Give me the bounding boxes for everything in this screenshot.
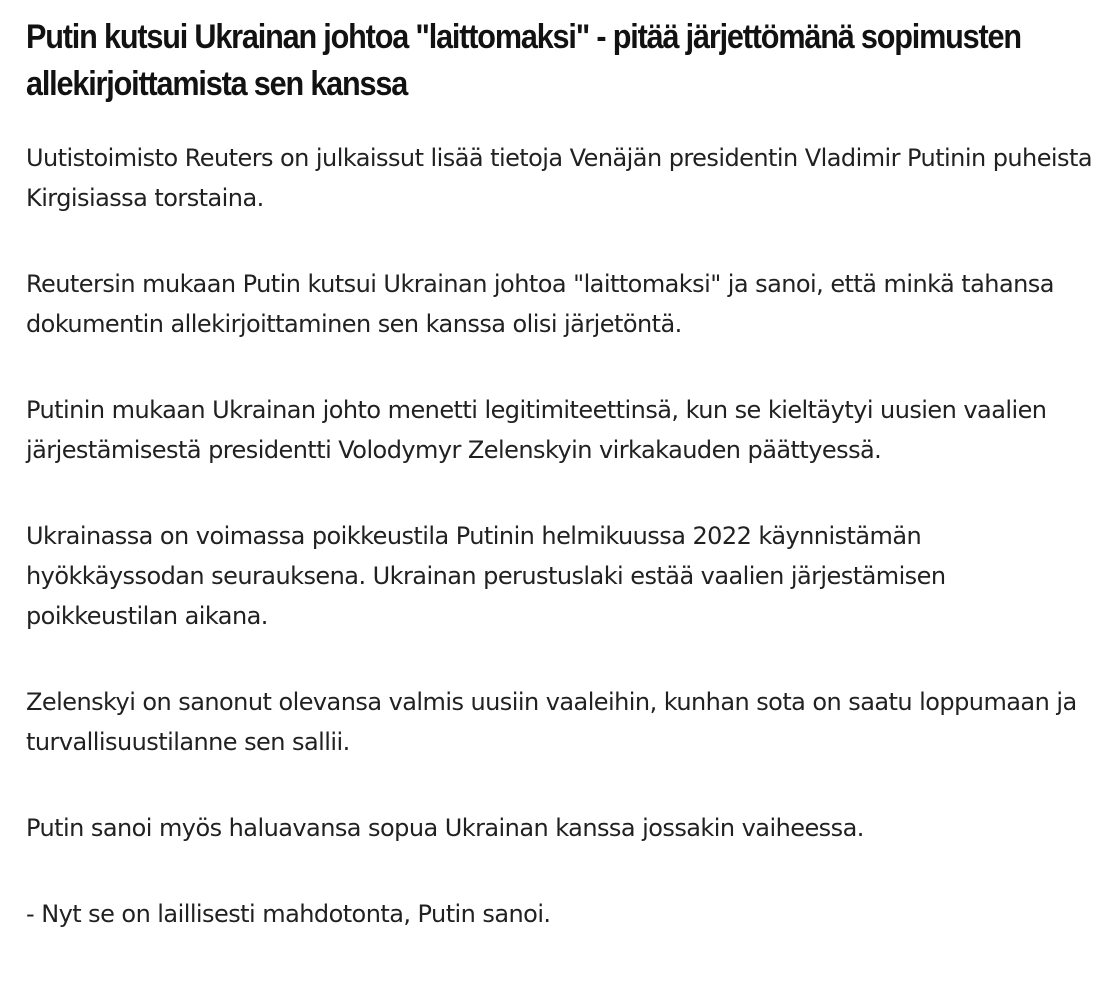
article-paragraph: Reutersin mukaan Putin kutsui Ukrainan johtoa "laittomaksi" ja sanoi, että minkä tahansa dokumentin allekirjoittaminen sen kanssa olisi järjetöntä.: [26, 270, 1054, 338]
article-header: [26, 14, 1091, 108]
article-paragraph: - Nyt se on laillisesti mahdotonta, Putin sanoi.: [26, 900, 551, 928]
article-paragraph: Putin sanoi myös haluavansa sopua Ukrainan kanssa jossakin vaiheessa.: [26, 814, 864, 842]
article-paragraph: Ukrainassa on voimassa poikkeustila Putinin helmikuussa 2022 käynnistämän hyökkäyssodan seurauksena. Ukrainan perustuslaki estää vaalien järjestämisen poikkeustilan aikana.: [26, 522, 946, 630]
article-paragraph: Uutistoimisto Reuters on julkaissut lisää tietoja Venäjän presidentin Vladimir Putinin puheista Kirgisiassa torstaina.: [26, 144, 1093, 212]
article-body: [26, 138, 1096, 934]
article-headline: Putin kutsui Ukrainan johtoa "laittomaksi" - pitää järjettömänä sopimusten allekirjoittamista sen kanssa: [26, 18, 1021, 103]
article-paragraph: Zelenskyi on sanonut olevansa valmis uusiin vaaleihin, kunhan sota on saatu loppumaan ja turvallisuustilanne sen sallii.: [26, 688, 1077, 756]
article-paragraph: Putinin mukaan Ukrainan johto menetti legitimiteettinsä, kun se kieltäytyi uusien vaalien järjestämisestä presidentti Volodymyr Zelenskyin virkakauden päättyessä.: [26, 396, 1047, 464]
